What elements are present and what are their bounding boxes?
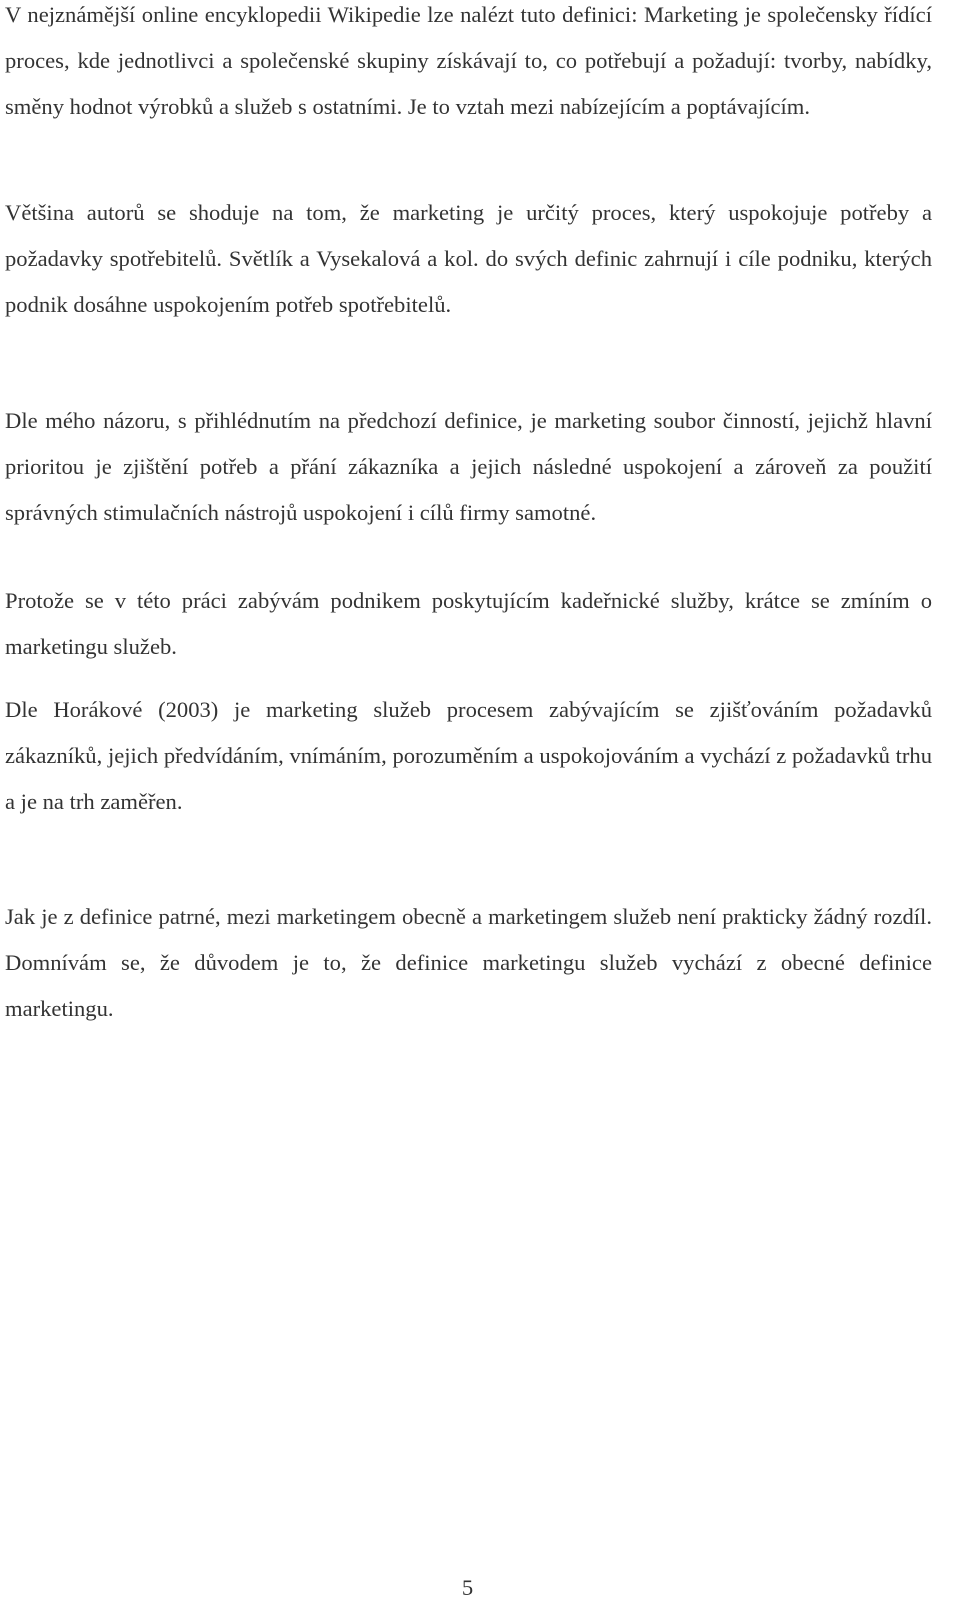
page-number: 5 [461,1575,474,1600]
paragraph-author-opinion: Dle mého názoru, s přihlédnutím na předchozí definice, je marketing soubor činností, jejichž hlavní prioritou je zjištění potřeb a přání zákazníka a jejich následné uspokojení a zároveň za použití správných stimulačních nástrojů uspokojení i cílů firmy samotné. [5,408,932,525]
paragraph-conclusion: Jak je z definice patrné, mezi marketingem obecně a marketingem služeb není prakticky žádný rozdíl. Domnívám se, že důvodem je to, že definice marketingu služeb vychází z obecné definice marketingu. [5,904,932,1021]
paragraph-services-intro: Protože se v této práci zabývám podnikem poskytujícím kadeřnické služby, krátce se zmíním o marketingu služeb. [5,588,932,659]
paragraph-horakova-definition: Dle Horákové (2003) je marketing služeb procesem zabývajícím se zjišťováním požadavků zákazníků, jejich předvídáním, vnímáním, porozuměním a uspokojováním a vychází z požadavků trhu a je na trh zaměřen. [5,697,932,814]
paragraph-authors-agreement: Většina autorů se shoduje na tom, že marketing je určitý proces, který uspokojuje potřeby a požadavky spotřebitelů. Světlík a Vysekalová a kol. do svých definic zahrnují i cíle podniku, kterých podnik dosáhne uspokojením potřeb spotřebitelů. [5,200,932,317]
paragraph-wikipedia-definition: V nejznámější online encyklopedii Wikipedie lze nalézt tuto definici: Marketing je společensky řídící proces, kde jednotlivci a společenské skupiny získávají to, co potřebují a požadují: tvorby, nabídky, směny hodnot výrobků a služeb s ostatními. Je to vztah mezi nabízejícím a poptávajícím. [5,2,932,119]
